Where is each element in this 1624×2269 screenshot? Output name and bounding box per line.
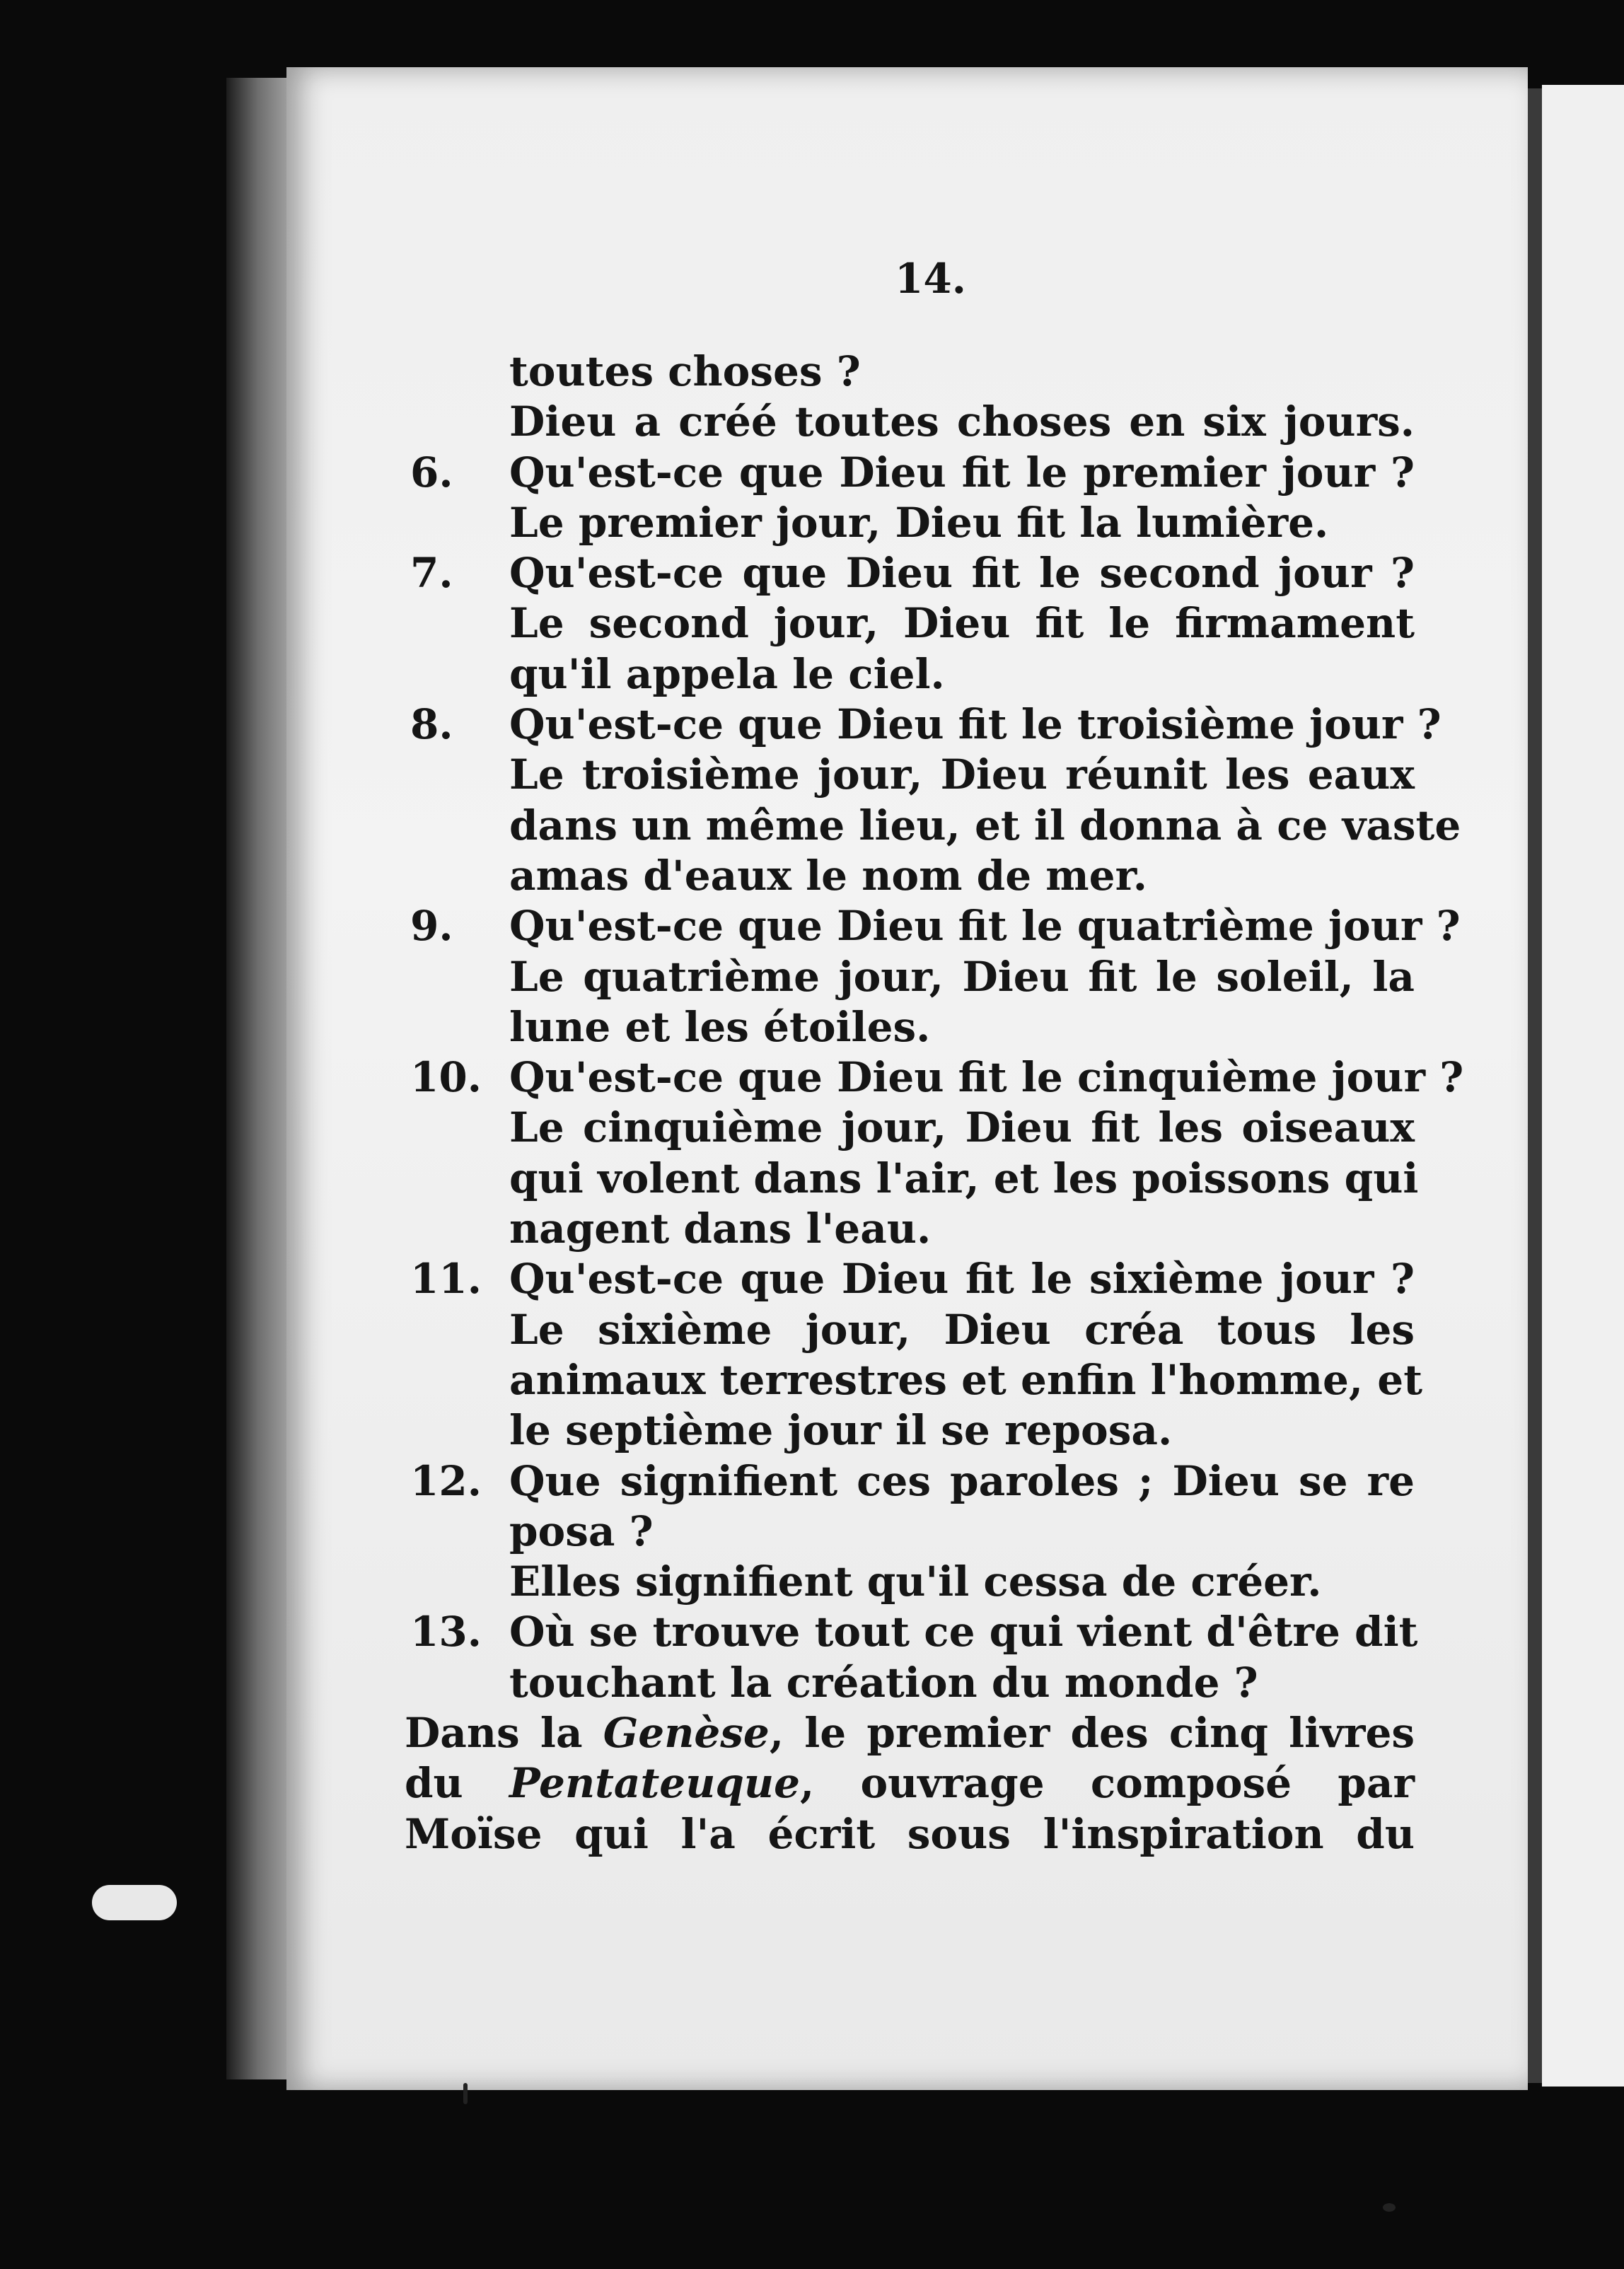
line-content: Le second jour, Dieu fit le firmament <box>509 599 1415 648</box>
book-title-genese: Genèse <box>603 1709 770 1758</box>
question-number: 12. <box>410 1456 482 1505</box>
question-number: 6. <box>410 448 453 497</box>
text-line <box>424 851 1415 901</box>
page-number: 14. <box>895 255 966 303</box>
text-line <box>424 750 1415 800</box>
line-content: qu'il appela le ciel. <box>509 649 945 698</box>
book-title-pentateuque: Pentateuque <box>509 1759 800 1808</box>
question-number: 8. <box>410 700 453 749</box>
line-content: dans un même lieu, et il donna à ce vaste <box>509 801 1461 849</box>
text-line <box>410 448 1415 498</box>
line-content: Qu'est-ce que Dieu fit le premier jour ? <box>509 448 1415 497</box>
line-content: touchant la création du monde ? <box>509 1658 1258 1707</box>
question-number: 7. <box>410 549 453 598</box>
text-line <box>424 649 1415 700</box>
text-line <box>424 1355 1422 1405</box>
facing-page-edge <box>1542 85 1624 2087</box>
text-line-answer13-1 <box>405 1708 1415 1758</box>
line-content: Qu'est-ce que Dieu fit le troisième jour ? <box>509 700 1442 749</box>
line-content: nagent dans l'eau. <box>509 1205 932 1253</box>
line-content: Qu'est-ce que Dieu fit le quatrième jour ? <box>509 902 1461 951</box>
line-content: Le cinquième jour, Dieu fit les oiseaux <box>509 1103 1415 1152</box>
text-line <box>410 700 1442 750</box>
line-text: , le premier des cinq livres <box>769 1709 1415 1758</box>
line-content: posa ? <box>509 1507 654 1555</box>
line-content: Le quatrième jour, Dieu fit le soleil, la <box>509 952 1415 1001</box>
text-line <box>424 1507 1415 1557</box>
text-line <box>424 1305 1415 1355</box>
text-line <box>424 397 1415 447</box>
text-line <box>410 1254 1415 1304</box>
line-content: Où se trouve tout ce qui vient d'être dit <box>509 1608 1418 1656</box>
line-content: qui volent dans l'air, et les poissons qui <box>509 1154 1419 1202</box>
line-content <box>405 1758 1415 1809</box>
question-number: 11. <box>410 1255 482 1304</box>
text-line <box>424 1405 1415 1456</box>
line-content: toutes choses ? <box>509 347 861 395</box>
text-line <box>424 1103 1415 1153</box>
catechism-text <box>405 347 1464 1859</box>
text-line <box>424 1002 1415 1052</box>
question-number: 13. <box>410 1608 482 1656</box>
line-content: Qu'est-ce que Dieu fit le sixième jour ? <box>509 1255 1415 1304</box>
line-content: Dieu a créé toutes choses en six jours. <box>509 397 1415 446</box>
text-line-answer13-2 <box>405 1758 1415 1809</box>
line-content: amas d'eaux le nom de mer. <box>509 851 1148 900</box>
text-line <box>424 1557 1415 1607</box>
line-content: Moïse qui l'a écrit sous l'inspiration du <box>405 1809 1415 1858</box>
scan-speck <box>463 2083 468 2104</box>
text-line <box>424 801 1461 851</box>
line-content <box>405 1708 1415 1758</box>
line-content: animaux terrestres et enfin l'homme, et <box>509 1355 1422 1404</box>
line-text: du <box>405 1759 509 1808</box>
text-line-answer13-3 <box>405 1809 1415 1859</box>
text-lines <box>410 347 1464 1708</box>
question-number: 9. <box>410 902 453 951</box>
line-text: Dans la <box>405 1709 603 1758</box>
line-content: Qu'est-ce que Dieu fit le cinquième jour ? <box>509 1053 1464 1102</box>
scan-speck <box>1383 2203 1396 2212</box>
line-content: lune et les étoiles. <box>509 1002 931 1051</box>
text-line <box>424 1154 1419 1204</box>
text-line <box>410 901 1461 951</box>
text-line <box>410 1052 1464 1103</box>
text-line <box>424 1204 1415 1254</box>
text-line <box>410 548 1415 598</box>
text-line <box>410 1607 1418 1657</box>
line-content: le septième jour il se reposa. <box>509 1406 1173 1455</box>
line-content: Qu'est-ce que Dieu fit le second jour ? <box>509 549 1415 598</box>
line-content: Le premier jour, Dieu fit la lumière. <box>509 498 1329 547</box>
line-content: Que signifient ces paroles ; Dieu se re <box>509 1456 1415 1505</box>
text-line <box>424 1658 1415 1708</box>
text-line <box>410 1456 1415 1507</box>
line-text: , ouvrage composé par <box>799 1759 1415 1808</box>
text-line <box>424 498 1415 548</box>
scan-speck <box>92 1885 177 1920</box>
question-number: 10. <box>410 1053 482 1102</box>
text-line <box>424 347 1415 397</box>
text-line <box>424 952 1415 1002</box>
text-line <box>424 598 1415 649</box>
line-content: Le sixième jour, Dieu créa tous les <box>509 1305 1415 1354</box>
line-content: Elles signifient qu'il cessa de créer. <box>509 1557 1322 1606</box>
page-gutter <box>1528 88 1542 2083</box>
line-content: Le troisième jour, Dieu réunit les eaux <box>509 750 1415 799</box>
